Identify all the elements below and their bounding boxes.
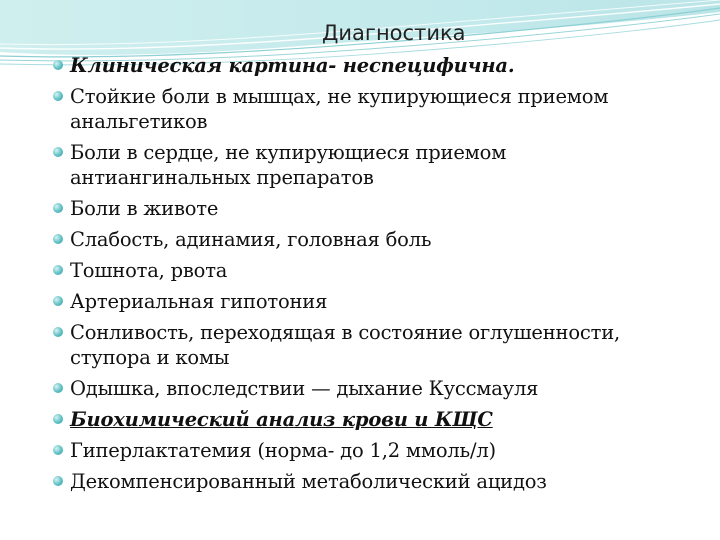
bullet-text: Артериальная гипотония xyxy=(70,290,328,313)
bullet-item xyxy=(0,289,690,314)
bullet-dot-icon xyxy=(53,265,63,275)
bullet-text: Стойкие боли в мышцах, не купирующиеся приемом анальгетиков xyxy=(70,85,609,133)
bullet-text: Декомпенсированный метаболический ацидоз xyxy=(70,470,547,493)
bullet-dot-icon xyxy=(53,147,63,157)
slide-title: Диагностика xyxy=(322,21,466,45)
bullet-dot-icon xyxy=(53,383,63,393)
bullet-text: Одышка, впоследствии — дыхание Куссмауля xyxy=(70,377,539,400)
bullet-dot-icon xyxy=(53,91,63,101)
bullet-dot-icon xyxy=(53,60,63,70)
bullet-text: Гиперлактатемия (норма- до 1,2 ммоль/л) xyxy=(70,439,496,462)
bullet-item xyxy=(0,53,690,78)
bullet-dot-icon xyxy=(53,445,63,455)
bullet-text: Биохимический анализ крови и КЩС xyxy=(70,408,493,431)
bullet-item xyxy=(0,469,690,494)
bullet-dot-icon xyxy=(53,414,63,424)
bullet-text: Сонливость, переходящая в состояние оглушенности, ступора и комы xyxy=(70,321,620,369)
bullet-text: Клиническая картина- неспецифична. xyxy=(70,54,515,77)
bullet-item xyxy=(0,140,690,190)
bullet-item xyxy=(0,196,690,221)
bullet-list xyxy=(0,53,690,500)
bullet-dot-icon xyxy=(53,327,63,337)
bullet-text: Боли в животе xyxy=(70,197,219,220)
bullet-item xyxy=(0,438,690,463)
bullet-dot-icon xyxy=(53,476,63,486)
bullet-text: Боли в сердце, не купирующиеся приемом антиангинальных препаратов xyxy=(70,141,507,189)
bullet-item xyxy=(0,376,690,401)
bullet-dot-icon xyxy=(53,234,63,244)
bullet-text: Тошнота, рвота xyxy=(70,259,228,282)
bullet-item xyxy=(0,227,690,252)
bullet-dot-icon xyxy=(53,203,63,213)
bullet-item xyxy=(0,407,690,432)
bullet-item xyxy=(0,258,690,283)
bullet-item xyxy=(0,320,690,370)
bullet-item xyxy=(0,84,690,134)
bullet-dot-icon xyxy=(53,296,63,306)
bullet-text: Слабость, адинамия, головная боль xyxy=(70,228,432,251)
